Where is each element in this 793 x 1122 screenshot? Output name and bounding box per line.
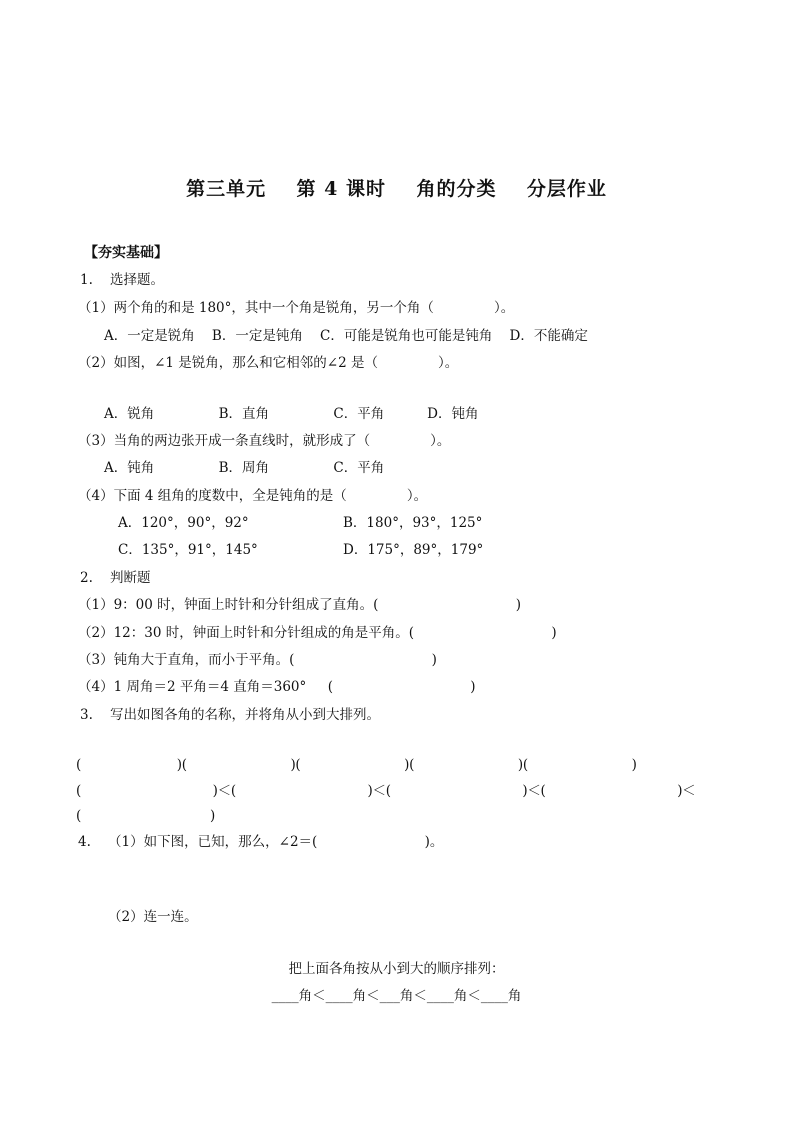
q1-4-option-c: C．135°，91°，145° [118, 542, 258, 558]
q4-order-blanks: ____角＜____角＜___角＜____角＜____角 [271, 988, 522, 1004]
q3-order-blank-last: ( ) [76, 808, 216, 824]
q3-order-blanks: ( )＜( )＜( )＜( )＜ [76, 783, 696, 799]
q3-heading: 3. 写出如图各角的名称，并将角从小到大排列。 [80, 707, 381, 723]
q3-name-blanks: ( )( )( )( )( ) [76, 757, 637, 773]
q1-4-option-d: D．175°，89°，179° [343, 542, 484, 558]
q4-2: （2）连一连。 [108, 909, 198, 925]
q1-4-option-b: B．180°，93°，125° [343, 515, 483, 531]
q2-3: （3）钝角大于直角，而小于平角。( ) [78, 652, 437, 668]
q1-4-option-a: A．120°，90°，92° [118, 515, 249, 531]
q1-heading: 1. 选择题。 [80, 272, 165, 288]
q1-2-stem: （2）如图，∠1 是锐角，那么和它相邻的∠2 是（ ）。 [78, 355, 459, 371]
q4-instruction: 把上面各角按从小到大的顺序排列： [288, 961, 505, 977]
section-heading: 【夯实基础】 [84, 245, 168, 261]
page-title: 第三单元 第 4 课时 角的分类 分层作业 [186, 178, 607, 200]
q4-1: 4. （1）如下图，已知，那么，∠2＝( )。 [78, 834, 444, 850]
q1-3-stem: （3）当角的两边张开成一条直线时，就形成了（ ）。 [78, 433, 451, 449]
q2-1: （1）9：00 时，钟面上时针和分针组成了直角。( ) [78, 597, 522, 613]
q2-heading: 2. 判断题 [80, 570, 151, 586]
q1-1-stem: （1）两个角的和是 180°，其中一个角是锐角，另一个角（ ）。 [78, 300, 515, 316]
q1-2-options: A．锐角 B．直角 C．平角 D．钝角 [104, 406, 479, 422]
q1-1-options: A．一定是锐角 B．一定是钝角 C．可能是锐角也可能是钝角 D．不能确定 [104, 328, 588, 344]
q2-4: （4）1 周角＝2 平角＝4 直角＝360° ( ) [78, 679, 476, 695]
q1-3-options: A．钝角 B．周角 C．平角 [104, 460, 385, 476]
q1-4-stem: （4）下面 4 组角的度数中，全是钝角的是（ ）。 [78, 488, 428, 504]
q2-2: （2）12：30 时，钟面上时针和分针组成的角是平角。( ) [78, 625, 557, 641]
